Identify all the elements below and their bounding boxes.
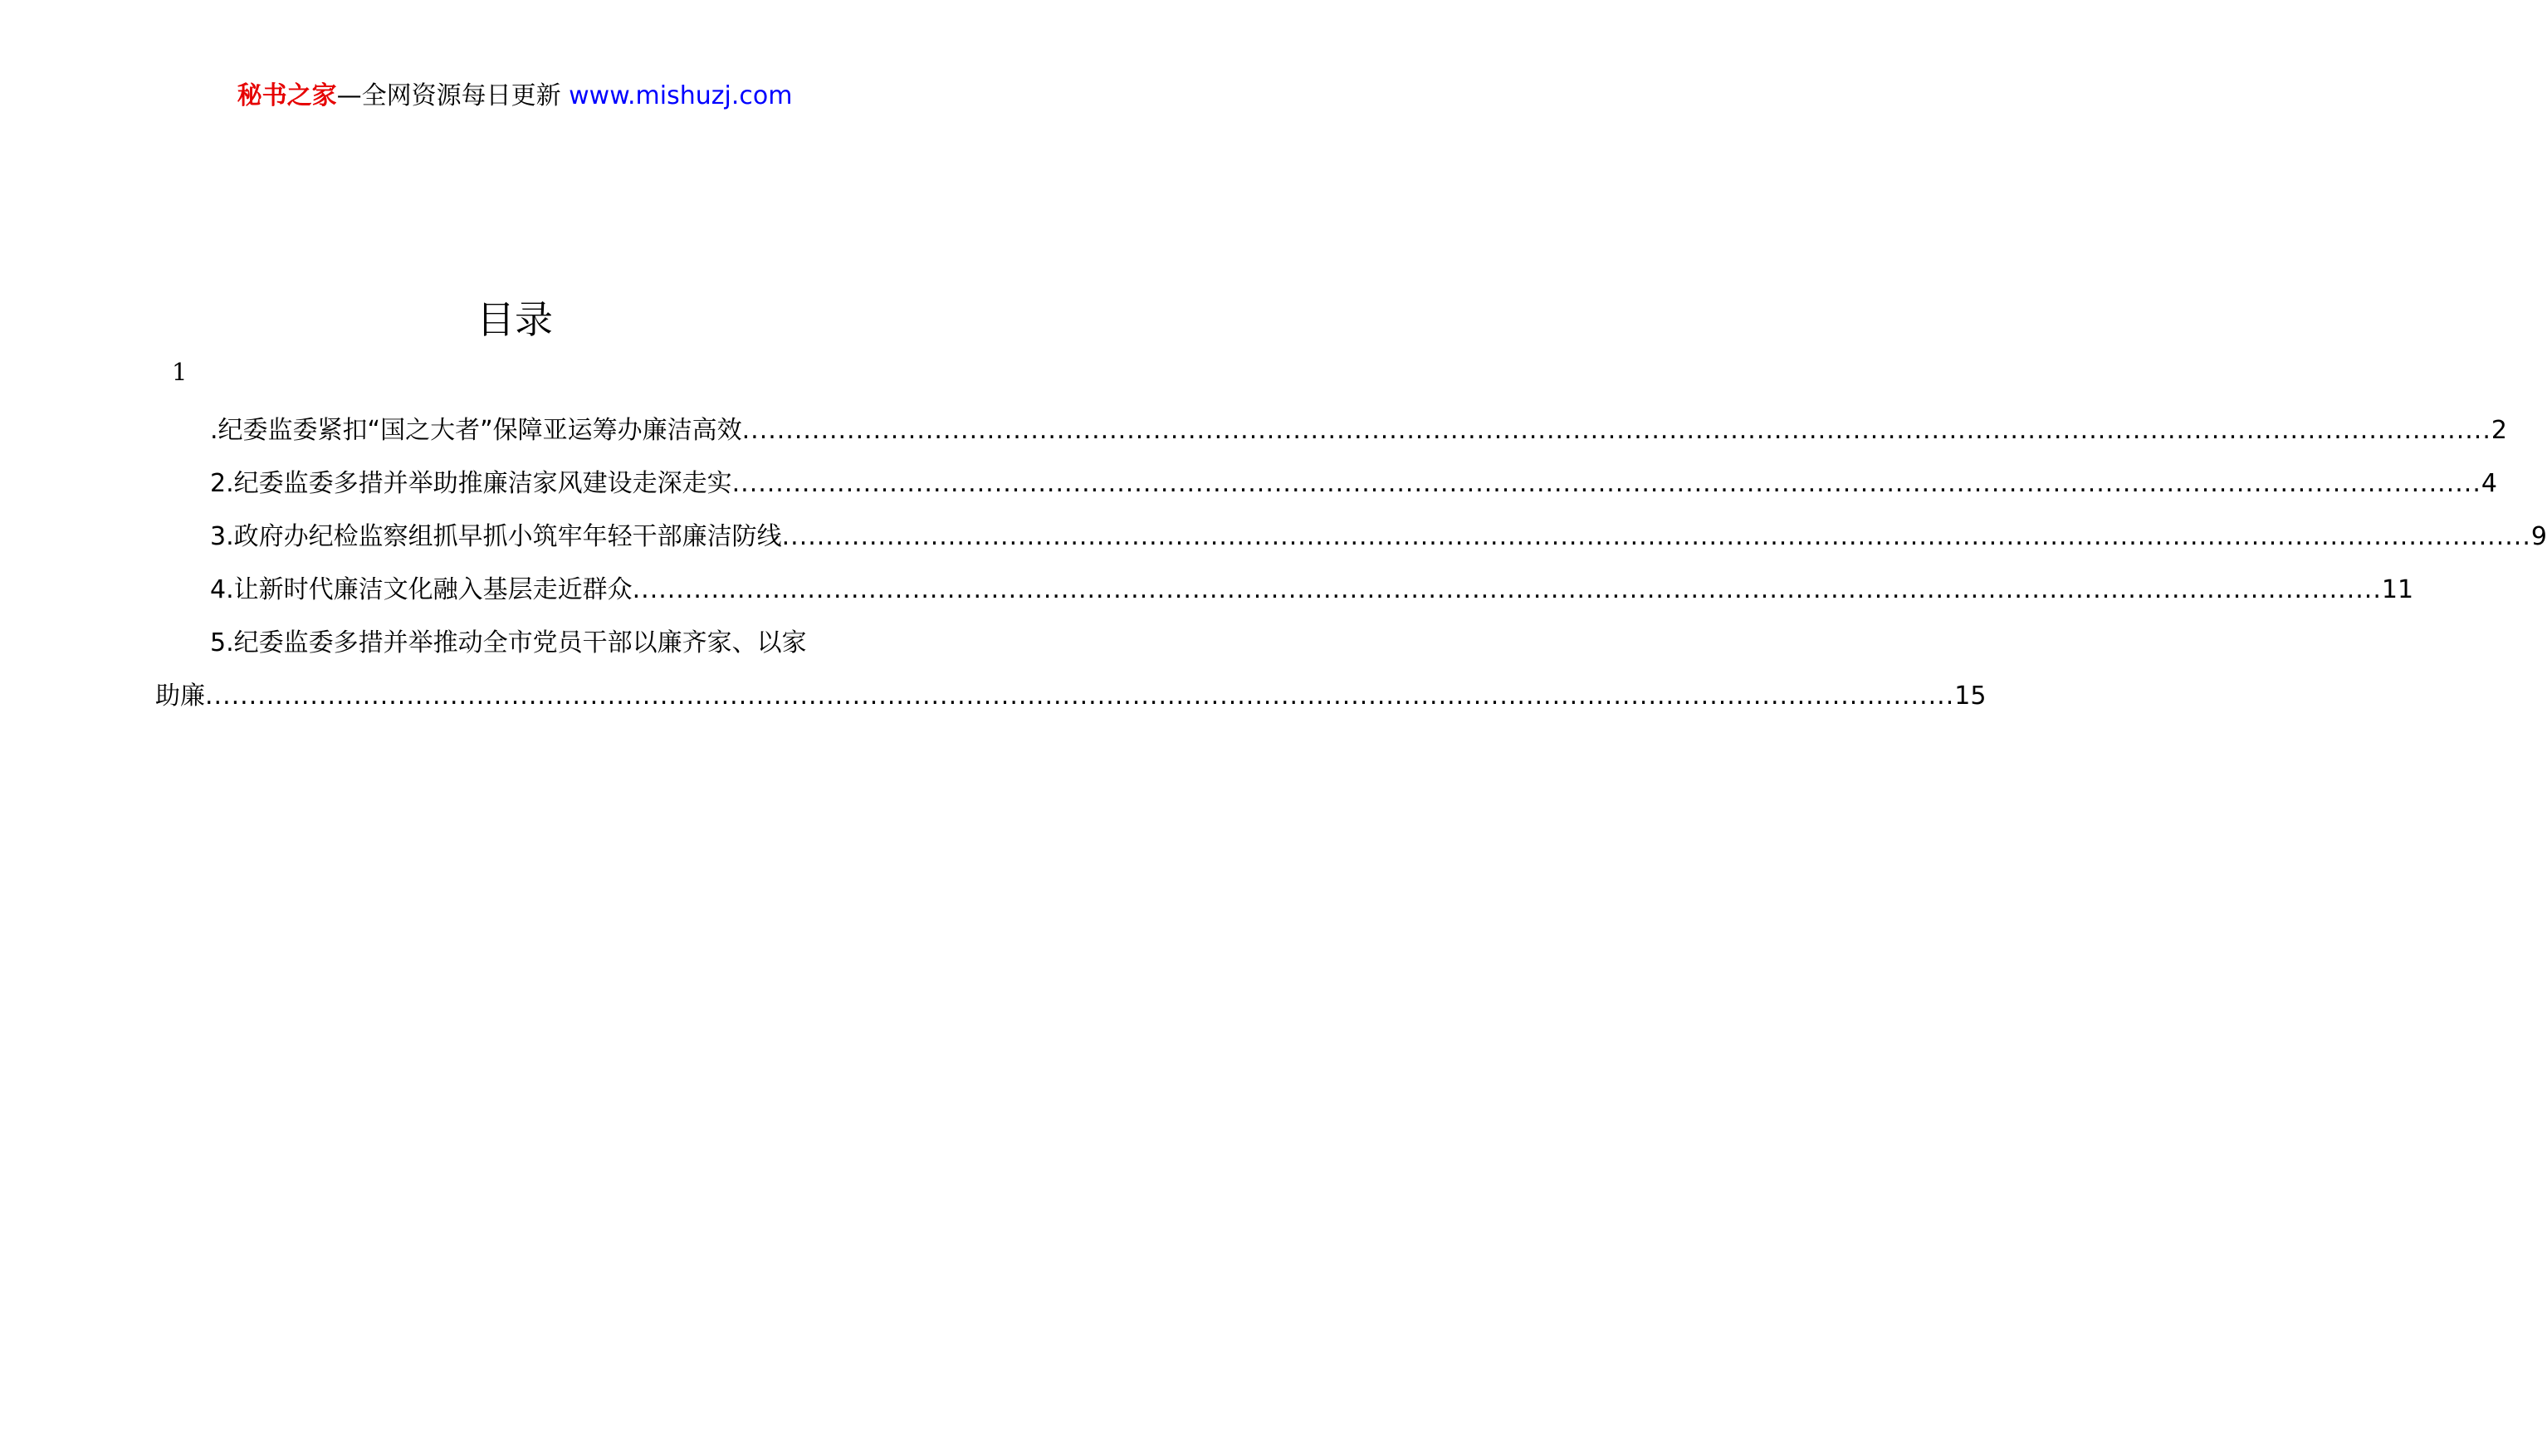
toc-entry-text: 2.纪委监委多措并举助推廉洁家风建设走深走实 bbox=[210, 469, 732, 498]
toc-leader-dots: ........................................................................................................................................................................................................ bbox=[781, 522, 2531, 551]
toc-entry-text: 4.让新时代廉洁文化融入基层走近群众 bbox=[210, 575, 633, 604]
toc-entry-text: 3.政府办纪检监察组抓早抓小筑牢年轻干部廉洁防线 bbox=[210, 522, 782, 551]
brand-name: 秘书之家 bbox=[237, 81, 337, 110]
toc-entry-text: 助廉 bbox=[155, 682, 205, 711]
toc-page-number: 4 bbox=[2481, 469, 2497, 498]
toc-entry-text: 5.纪委监委多措并举推动全市党员干部以廉齐家、以家 bbox=[210, 628, 807, 657]
table-of-contents bbox=[155, 404, 2547, 723]
toc-page-number: 2 bbox=[2491, 416, 2507, 445]
toc-leader-dots: ........................................................................................................................................................................................................ bbox=[731, 469, 2481, 498]
stray-number: 1 bbox=[172, 358, 188, 386]
toc-page-number: 11 bbox=[2381, 575, 2414, 604]
toc-leader-dots: ........................................................................................................................................................................................................ bbox=[741, 416, 2491, 445]
toc-entry[interactable] bbox=[155, 511, 2547, 564]
toc-leader-dots: ........................................................................................................................................................................................................ bbox=[205, 682, 1955, 711]
toc-page-number: 9 bbox=[2530, 522, 2547, 551]
toc-entry[interactable] bbox=[155, 404, 2507, 457]
toc-page-number: 15 bbox=[1954, 682, 1987, 711]
header-url[interactable]: www.mishuzj.com bbox=[569, 81, 793, 110]
toc-entry-wrapped-line2[interactable] bbox=[155, 670, 1987, 723]
toc-entry[interactable] bbox=[155, 564, 2414, 617]
toc-leader-dots: ........................................................................................................................................................................................................ bbox=[632, 575, 2382, 604]
page-header bbox=[0, 80, 1029, 113]
toc-entry[interactable] bbox=[155, 457, 2497, 511]
header-tagline: —全网资源每日更新 bbox=[336, 81, 570, 110]
toc-entry-wrapped-line1[interactable] bbox=[155, 617, 874, 670]
page-title: 目录 bbox=[477, 297, 553, 342]
toc-entry-text: .纪委监委紧扣“国之大者”保障亚运筹办廉洁高效 bbox=[210, 416, 742, 445]
